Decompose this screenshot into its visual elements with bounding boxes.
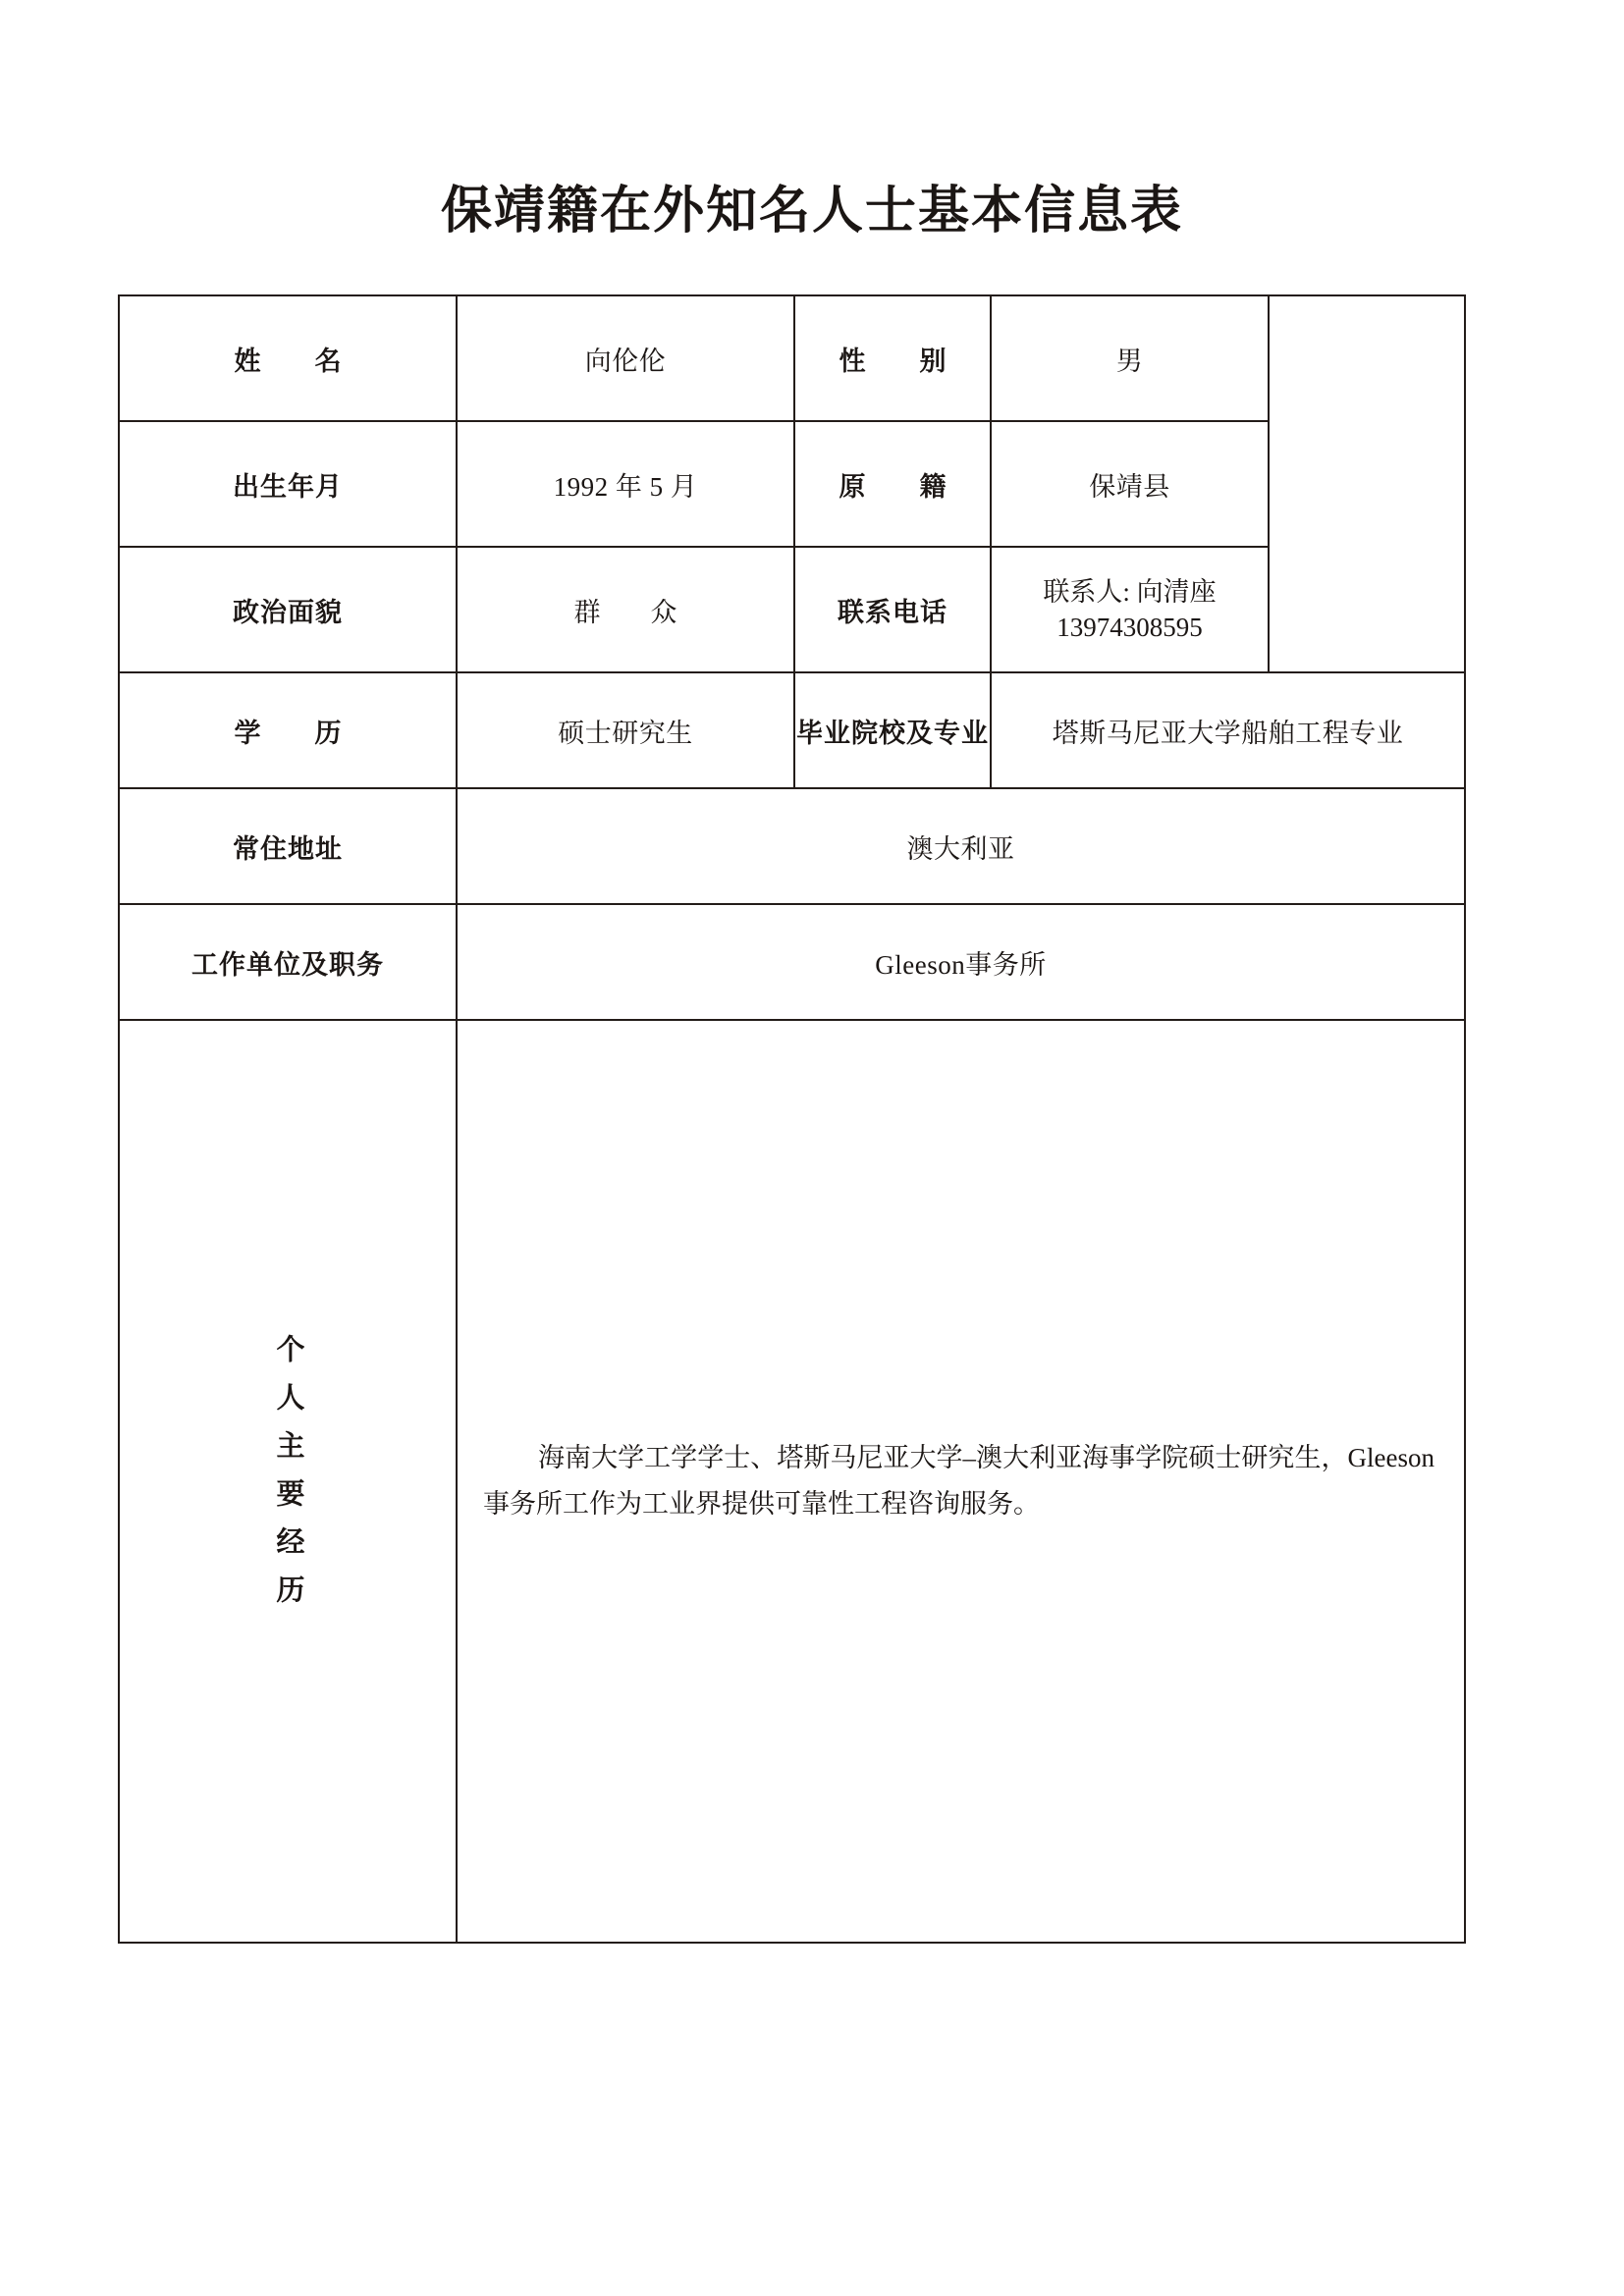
origin-value: 保靖县	[991, 421, 1269, 547]
experience-value-cell	[457, 1020, 1465, 1943]
table-row	[119, 421, 1465, 547]
school-major-value: 塔斯马尼亚大学船舶工程专业	[991, 672, 1465, 788]
table-row	[119, 672, 1465, 788]
person-info-table	[118, 294, 1466, 1944]
education-label: 学 历	[119, 672, 457, 788]
work-unit-label: 工作单位及职务	[119, 904, 457, 1020]
name-label: 姓 名	[119, 295, 457, 421]
education-value: 硕士研究生	[457, 672, 794, 788]
contact-value	[991, 547, 1269, 672]
name-value: 向伦伦	[457, 295, 794, 421]
experience-label: 个人主要经历	[272, 1333, 304, 1623]
political-status-value: 群 众	[457, 547, 794, 672]
gender-label: 性 别	[794, 295, 991, 421]
table-row	[119, 788, 1465, 904]
political-status-label: 政治面貌	[119, 547, 457, 672]
photo-cell	[1269, 295, 1465, 672]
origin-label: 原 籍	[794, 421, 991, 547]
birth-value: 1992 年 5 月	[457, 421, 794, 547]
table-row	[119, 904, 1465, 1020]
contact-person: 联系人: 向清座	[1043, 576, 1217, 607]
experience-value: 海南大学工学学士、塔斯马尼亚大学–澳大利亚海事学院硕士研究生，Gleeson事务所工作为工业界提供可靠性工程咨询服务。	[483, 1442, 1435, 1519]
table-row	[119, 547, 1465, 672]
work-unit-value: Gleeson事务所	[457, 904, 1465, 1020]
table-row	[119, 295, 1465, 421]
page-title: 保靖籍在外知名人士基本信息表	[440, 184, 1183, 240]
gender-value: 男	[991, 295, 1269, 421]
table-row	[119, 1020, 1465, 1943]
experience-label-cell	[119, 1020, 457, 1943]
address-label: 常住地址	[119, 788, 457, 904]
address-value: 澳大利亚	[457, 788, 1465, 904]
phone-label: 联系电话	[794, 547, 991, 672]
school-major-label: 毕业院校及专业	[794, 672, 991, 788]
birth-label: 出生年月	[119, 421, 457, 547]
contact-number: 13974308595	[1056, 613, 1203, 642]
